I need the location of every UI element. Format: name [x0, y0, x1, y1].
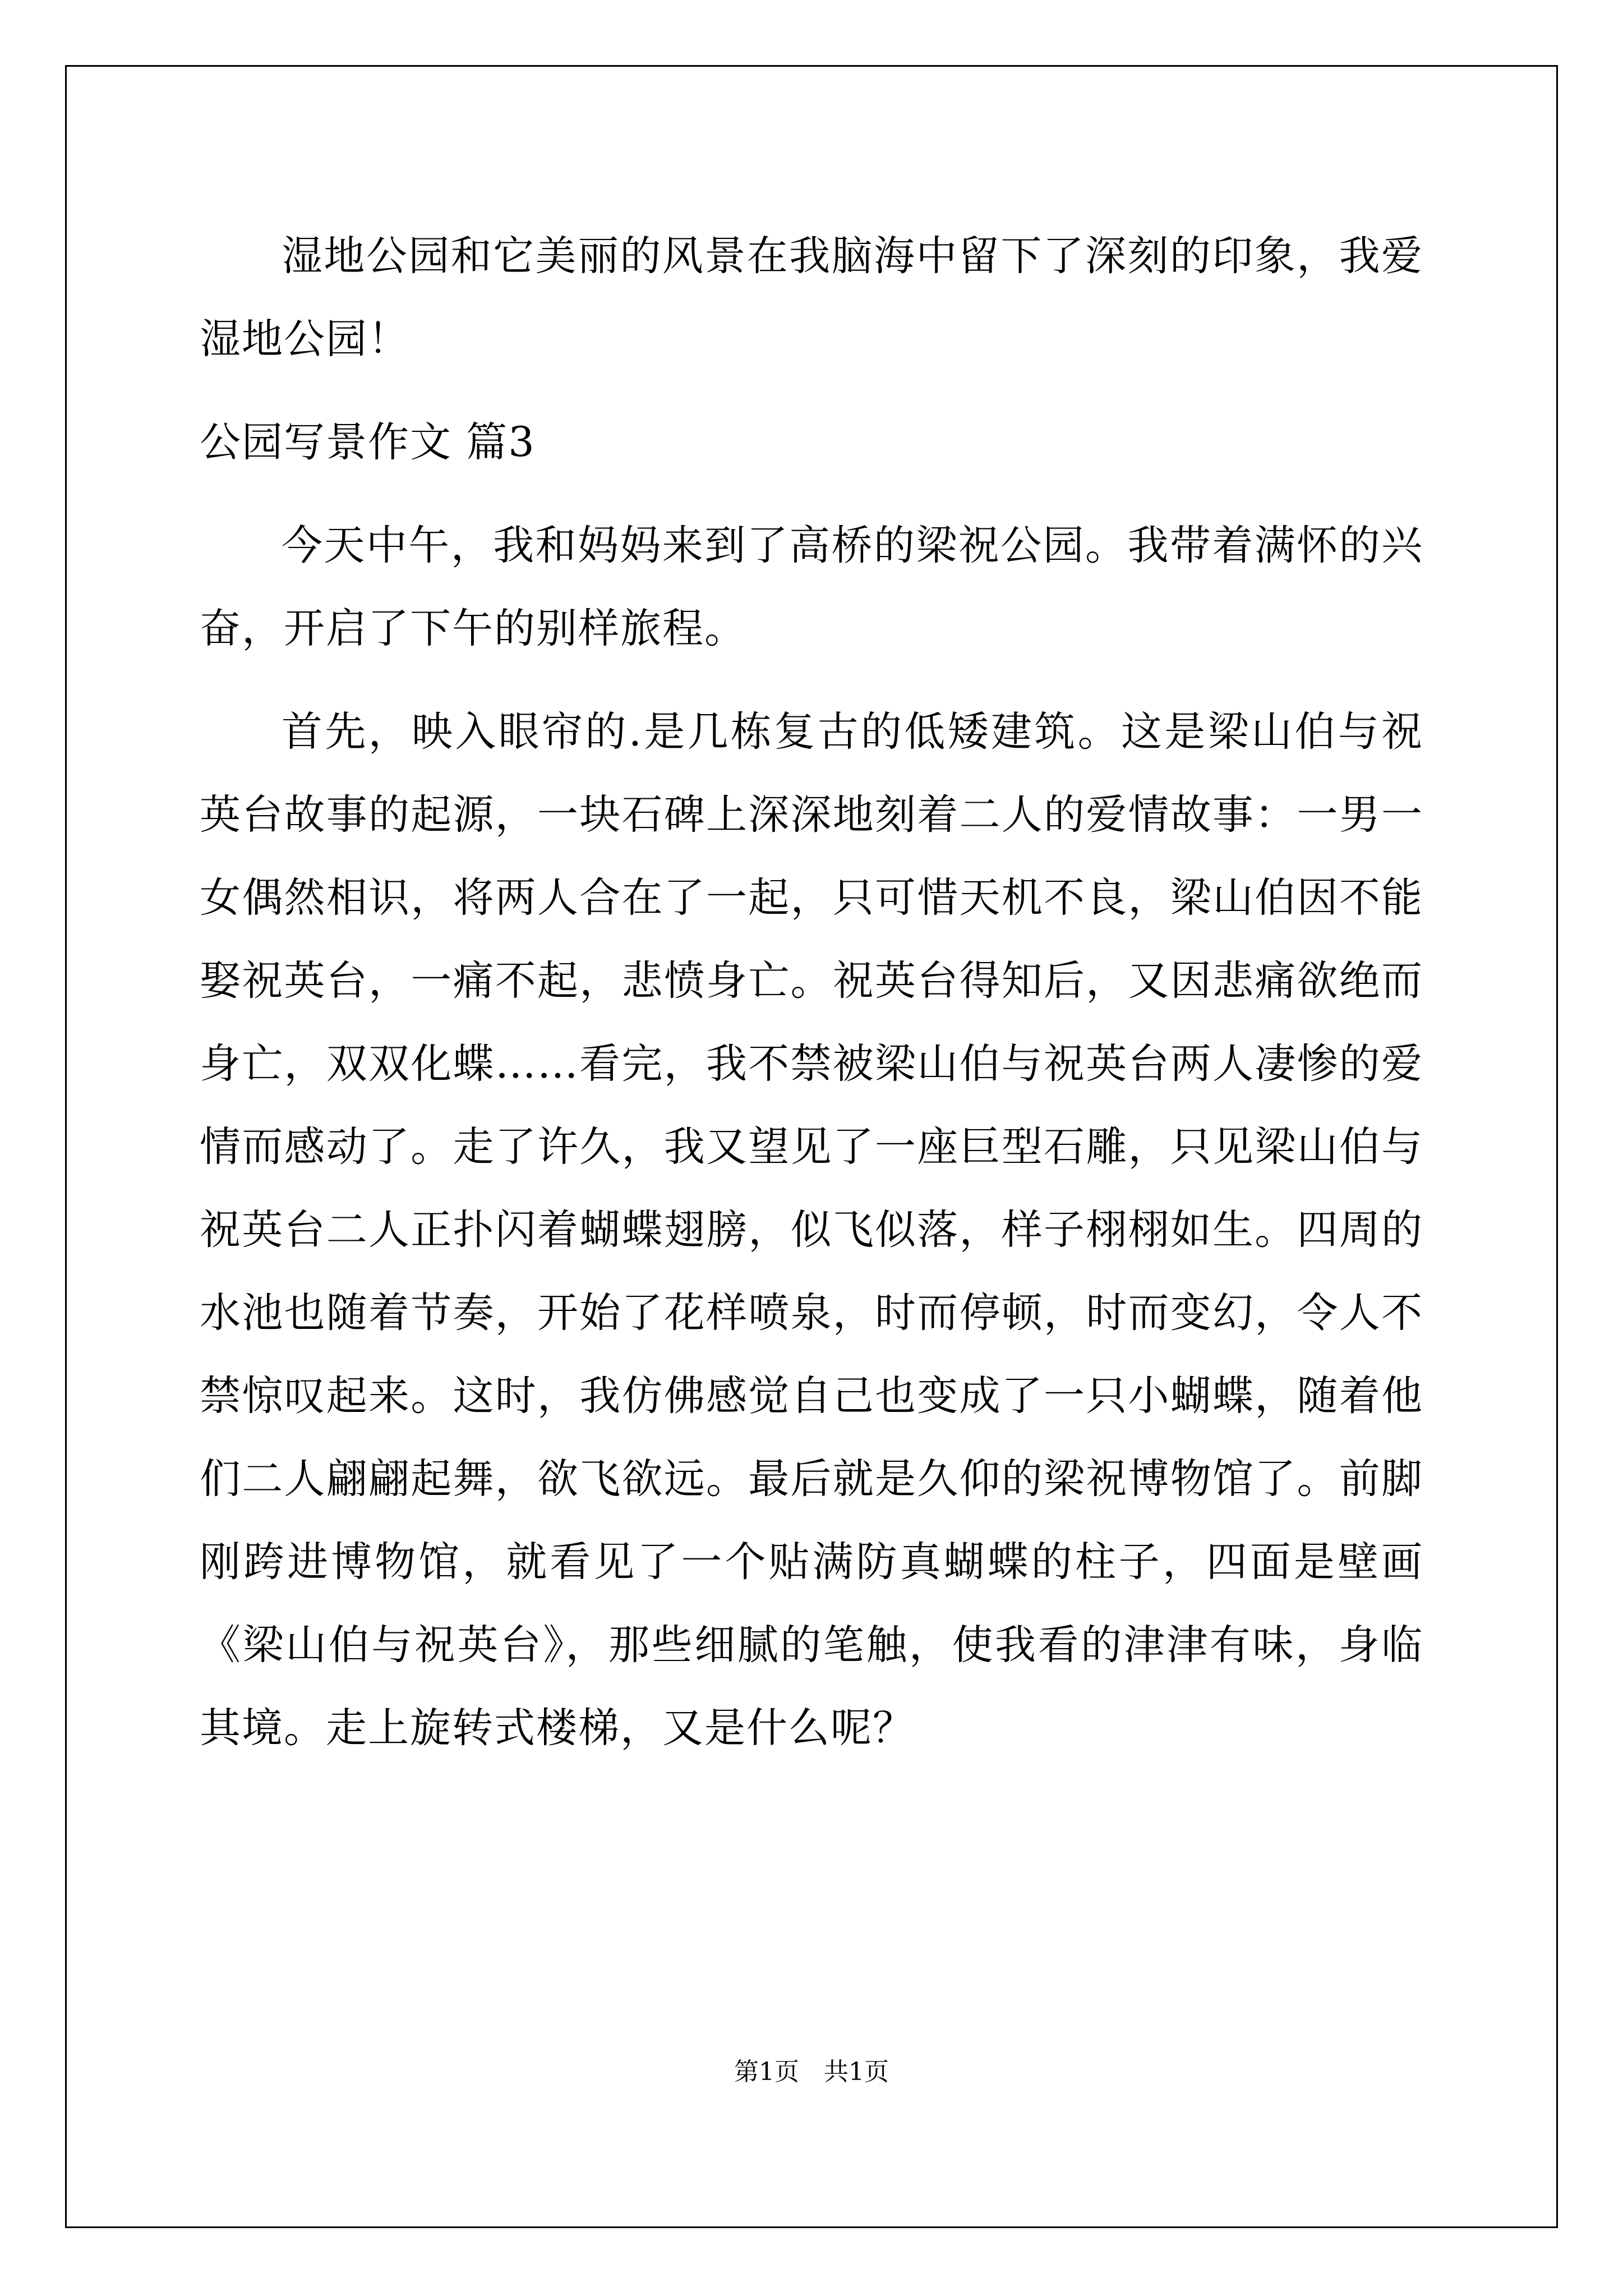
page-number: 第1页	[734, 2058, 799, 2086]
section-heading: 公园写景作文 篇3	[200, 418, 536, 466]
spacer	[200, 670, 1423, 691]
spacer	[200, 484, 1423, 504]
page-total: 共1页	[824, 2058, 889, 2086]
paragraph-main: 首先，映入眼帘的.是几栋复古的低矮建筑。这是梁山伯与祝英台故事的起源，一块石碑上深深地刻着二人的爱情故事：一男一女偶然相识，将两人合在了一起，只可惜天机不良，梁山伯因不能娶祝英台，一痛不起，悲愤身亡。祝英台得知后，又因悲痛欲绝而身亡，双双化蝶……看完，我不禁被梁山伯与祝英台两人凄惨的爱情而感动了。走了许久，我又望见了一座巨型石雕，只见梁山伯与祝英台二人正扑闪着蝴蝶翅膀，似飞似落，样子栩栩如生。四周的水池也随着节奏，开始了花样喷泉，时而停顿，时而变幻，令人不禁惊叹起来。这时，我仿佛感觉自己也变成了一只小蝴蝶，随着他们二人翩翩起舞，欲飞欲远。最后就是久仰的梁祝博物馆了。前脚刚跨进博物馆，就看见了一个贴满防真蝴蝶的柱子，四面是壁画《梁山伯与祝英台》，那些细腻的笔触，使我看的津津有味，身临其境。走上旋转式楼梯，又是什么呢？	[200, 708, 1423, 1752]
spacer	[200, 381, 1423, 401]
page-footer	[0, 2055, 1623, 2089]
paragraph-closing: 湿地公园和它美丽的风景在我脑海中留下了深刻的印象，我爱湿地公园！	[200, 232, 1423, 363]
document-body	[200, 215, 1423, 1770]
paragraph-intro: 今天中午，我和妈妈来到了高桥的梁祝公园。我带着满怀的兴奋，开启了下午的别样旅程。	[200, 522, 1423, 652]
